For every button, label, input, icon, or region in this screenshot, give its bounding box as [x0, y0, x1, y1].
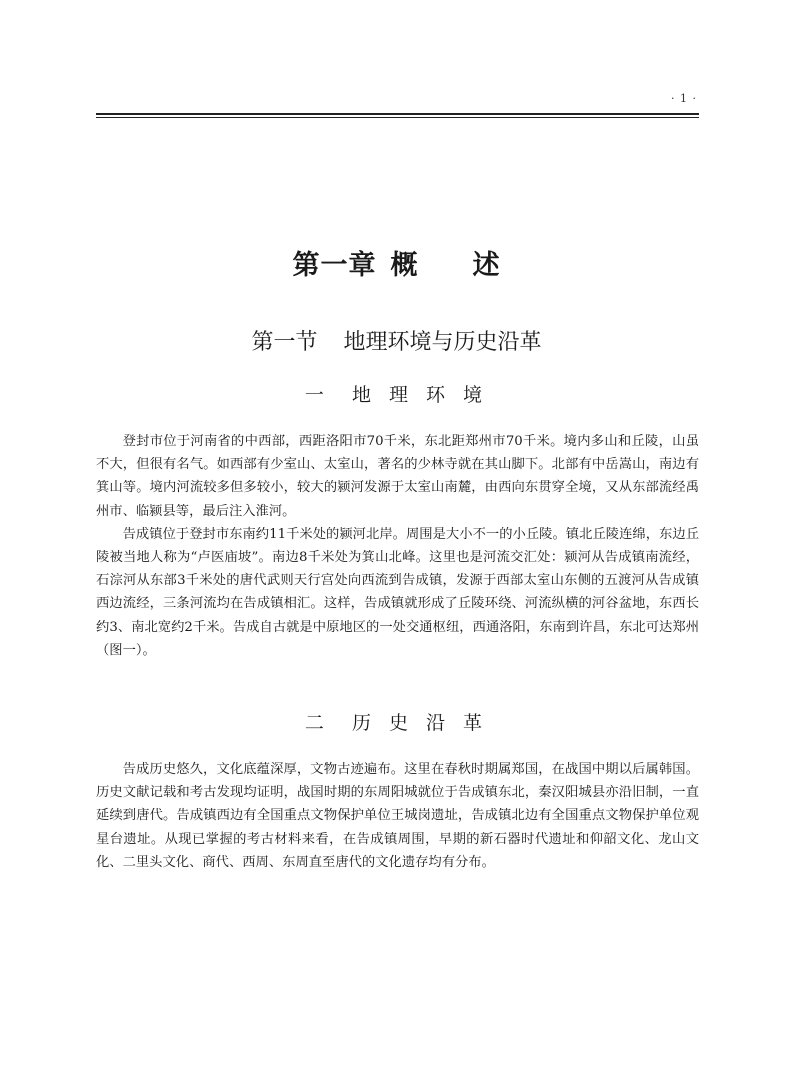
header-rule-thick [96, 113, 699, 115]
section-title-text: 地理环境与历史沿革 [343, 330, 542, 355]
page-number: · 1 · [671, 92, 697, 105]
subsection-title: 历 史 沿 革 [351, 712, 489, 734]
section-number: 第一节 [251, 330, 318, 355]
subsection-body-2 [96, 758, 699, 874]
subsection-heading-1 [0, 380, 793, 407]
subsection-heading-2 [0, 708, 793, 735]
subsection-number: 二 [304, 712, 330, 734]
chapter-title-part2: 概 [390, 250, 419, 281]
section-title [0, 325, 793, 356]
paragraph: 告成历史悠久，文化底蕴深厚，文物古迹遍布。这里在春秋时期属郑国，在战国中期以后属韩国。历史文献记载和考古发现均证明，战国时期的东周阳城就位于告成镇东北，秦汉阳城县亦沿旧制，一直延续到唐代。告成镇西边有全国重点文物保护单位王城岗遗址，告成镇北边有全国重点文物保护单位观星台遗址。从现已掌握的考古材料来看，在告成镇周围，早期的新石器时代遗址和仰韶文化、龙山文化、二里头文化、商代、西周、东周直至唐代的文化遗存均有分布。 [96, 762, 699, 870]
subsection-body-1 [96, 430, 699, 662]
header-rule-thin [96, 117, 699, 118]
paragraph: 告成镇位于登封市东南约11千米处的颍河北岸。周围是大小不一的小丘陵。镇北丘陵连绵，东边丘陵被当地人称为“卢医庙坡”。南边8千米处为箕山北峰。这里也是河流交汇处：颍河从告成镇南流经，石淙河从东部3千米处的唐代武则天行宫处向西流到告成镇，发源于西部太室山东侧的五渡河从告成镇西边流经，三条河流均在告成镇相汇。这样，告成镇就形成了丘陵环绕、河流纵横的河谷盆地，东西长约3、南北宽约2千米。告成自古就是中原地区的一处交通枢纽，西通洛阳，东南到许昌，东北可达郑州（图一）。 [96, 526, 699, 658]
subsection-number: 一 [304, 384, 330, 406]
subsection-title: 地 理 环 境 [351, 384, 489, 406]
chapter-title-part1: 第一章 [292, 250, 377, 281]
chapter-title-part3: 述 [472, 250, 501, 281]
paragraph: 登封市位于河南省的中西部，西距洛阳市70千米，东北距郑州市70千米。境内多山和丘陵，山虽不大，但很有名气。如西部有少室山、太室山，著名的少林寺就在其山脚下。北部有中岳嵩山，南边有箕山等。境内河流较多但多较小，较大的颍河发源于太室山南麓，由西向东贯穿全境，又从东部流经禹州市、临颍县等，最后注入淮河。 [96, 434, 699, 519]
chapter-title [0, 243, 793, 282]
